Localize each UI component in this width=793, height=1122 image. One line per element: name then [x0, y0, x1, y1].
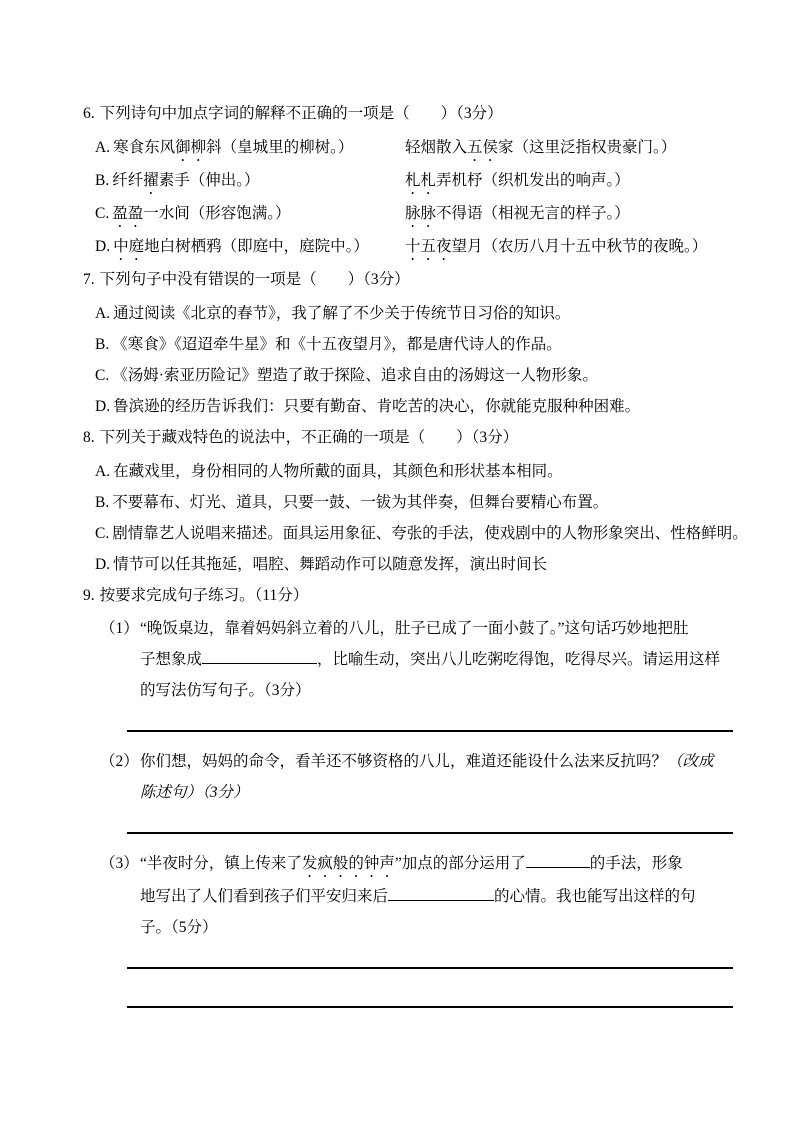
- option-label: D.: [95, 238, 111, 255]
- option-right-text: [405, 139, 676, 156]
- answer-line: [127, 730, 733, 732]
- text-segment: 子。（5分）: [140, 919, 218, 936]
- question-9-subitems: [100, 613, 743, 1008]
- text-segment: 鲁滨逊的经历告诉我们：只要有勤奋、肯吃苦的决心，你就能克服种种困难。: [113, 398, 641, 415]
- emphasized-text: 擢: [143, 172, 159, 189]
- text-line: [100, 881, 743, 912]
- text-segment: 不得语（相视无言的样子。）: [436, 205, 630, 222]
- answer-line: [127, 832, 733, 834]
- option-label: B.: [95, 494, 110, 511]
- emphasized-text: 札札: [405, 172, 437, 189]
- text-segment: 地白树栖鸦（即庭中，庭院中。）: [144, 238, 369, 255]
- option-row: [95, 549, 743, 580]
- option-label: A.: [95, 305, 111, 322]
- text-segment: 剧情靠艺人说唱来描述。面具运用象征、夸张的手法，使戏剧中的人物形象突出、性格鲜明。: [112, 525, 748, 542]
- text-segment: 陈述句）: [140, 784, 203, 801]
- option-left-text: [95, 198, 405, 231]
- sub-question-label: （3）: [100, 855, 139, 872]
- question-6-stem: [83, 98, 743, 129]
- text-segment: 《寒食》《迢迢牵牛星》和《十五夜望月》，都是唐代诗人的作品。: [112, 336, 562, 353]
- question-7-stem-text: 下列句子中没有错误的一项是（ ）（3分）: [99, 271, 410, 288]
- text-segment: 斜（皇城里的柳树。）: [206, 139, 354, 156]
- text-segment: （改成: [667, 753, 714, 770]
- option-right-text: [405, 238, 707, 255]
- emphasized-text: 中庭: [113, 238, 145, 255]
- question-7: [83, 264, 743, 422]
- option-label: B.: [95, 172, 110, 189]
- option-label: D.: [95, 556, 111, 573]
- text-segment: ，比喻生动，突出八儿吃粥吃得饱，吃得尽兴。请运用这样: [317, 651, 721, 668]
- option-row: [95, 198, 743, 231]
- option-row: [95, 456, 743, 487]
- answer-blank: [526, 855, 590, 868]
- option-label: A.: [95, 139, 111, 156]
- option-row: [95, 132, 743, 165]
- text-segment: 素手（伸出。）: [158, 172, 260, 189]
- text-segment: “半夜时分，镇上传来了: [140, 855, 302, 872]
- text-segment: ”加点的部分运用了: [394, 855, 526, 872]
- option-row: [95, 391, 743, 422]
- text-segment: 不要幕布、灯光、道具，只要一鼓、一钹为其伴奏，但舞台要精心布置。: [112, 494, 609, 511]
- text-segment: 轻烟散入: [405, 139, 468, 156]
- text-segment: 通过阅读《北京的春节》，我了解了不少关于传统节日习俗的知识。: [113, 305, 571, 322]
- question-8-number: 8.: [83, 429, 95, 446]
- emphasized-text: 发疯般的钟声: [301, 855, 395, 872]
- option-row: [95, 487, 743, 518]
- sub-question-label: （1）: [100, 620, 139, 637]
- text-segment: 在藏戏里，身份相同的人物所戴的面具，其颜色和形状基本相同。: [113, 463, 563, 480]
- text-segment: 《汤姆·索亚历险记》塑造了敢于探险、追求自由的汤姆这一人物形象。: [112, 367, 598, 384]
- question-6-number: 6.: [83, 105, 95, 122]
- sub-question: [100, 746, 743, 834]
- option-label: B.: [95, 336, 110, 353]
- question-6-options: [95, 132, 743, 264]
- emphasized-text: 脉脉: [405, 205, 437, 222]
- sub-question: [100, 848, 743, 1008]
- answer-line: [127, 1006, 733, 1008]
- question-8-options: [95, 456, 748, 580]
- option-row: [95, 518, 748, 549]
- answer-line: [127, 967, 733, 969]
- text-segment: 地写出了人们看到孩子们平安归来后: [140, 888, 389, 905]
- answer-blank: [388, 888, 494, 901]
- option-left-text: [95, 132, 405, 165]
- text-segment: 情节可以任其拖延，唱腔、舞蹈动作可以随意发挥，演出时间长: [113, 556, 548, 573]
- text-segment: 纤纤: [112, 172, 144, 189]
- text-segment: 寒食东风: [113, 139, 176, 156]
- option-label: A.: [95, 463, 111, 480]
- text-segment: 弄机杼（织机发出的响声。）: [436, 172, 630, 189]
- text-segment: 望月（农历八月十五中秋节的夜晚。）: [451, 238, 708, 255]
- text-segment: 你们想，妈妈的命令，看羊还不够资格的八儿，难道还能设什么法来反抗吗？: [140, 753, 668, 770]
- text-line: [100, 912, 743, 943]
- option-label: D.: [95, 398, 111, 415]
- emphasized-text: 十五夜: [405, 238, 452, 255]
- option-row: [95, 360, 743, 391]
- option-right-text: [405, 205, 630, 222]
- question-8-stem: [83, 422, 743, 453]
- question-8-stem-text: 下列关于藏戏特色的说法中，不正确的一项是（ ）（3分）: [99, 429, 519, 446]
- text-line: [100, 777, 743, 808]
- question-6: [83, 98, 743, 264]
- option-label: C.: [95, 525, 110, 542]
- emphasized-text: 盈盈: [112, 205, 144, 222]
- answer-blank: [202, 651, 317, 664]
- question-7-number: 7.: [83, 271, 95, 288]
- option-label: C.: [95, 205, 110, 222]
- sub-question-label: （2）: [100, 753, 139, 770]
- text-segment: 的手法，形象: [589, 855, 683, 872]
- text-line: [100, 613, 743, 644]
- text-line: [100, 746, 743, 777]
- question-7-stem: [83, 264, 743, 295]
- question-9-stem: [83, 580, 743, 611]
- option-right-text: [405, 172, 630, 189]
- text-segment: 子想象成: [140, 651, 203, 668]
- text-segment: 家（这里泛指权贵豪门。）: [498, 139, 677, 156]
- question-8: [83, 422, 748, 580]
- option-row: [95, 329, 743, 360]
- question-9-stem-text: 按要求完成句子练习。（11分）: [99, 587, 309, 604]
- emphasized-text: 御柳: [175, 139, 207, 156]
- option-row: [95, 231, 743, 264]
- question-9: [83, 580, 743, 1008]
- text-line: [100, 848, 743, 881]
- option-row: [95, 165, 743, 198]
- text-segment: 的心情。我也能写出这样的句: [494, 888, 696, 905]
- option-left-text: [95, 165, 405, 198]
- question-9-number: 9.: [83, 587, 95, 604]
- text-line: [100, 644, 743, 675]
- text-segment: （3分）: [202, 784, 249, 801]
- question-6-stem-text: 下列诗句中加点字词的解释不正确的一项是（ ）（3分）: [99, 105, 503, 122]
- text-segment: “晚饭桌边，靠着妈妈斜立着的八儿，肚子已成了一面小鼓了。”这句话巧妙地把肚: [140, 620, 689, 637]
- question-7-options: [95, 298, 743, 422]
- option-row: [95, 298, 743, 329]
- option-left-text: [95, 231, 405, 264]
- emphasized-text: 五侯: [467, 139, 499, 156]
- sub-question: [100, 613, 743, 732]
- text-line: [100, 675, 743, 706]
- text-segment: 的写法仿写句子。（3分）: [140, 682, 311, 699]
- option-label: C.: [95, 367, 110, 384]
- text-segment: 一水间（形容饱满。）: [143, 205, 291, 222]
